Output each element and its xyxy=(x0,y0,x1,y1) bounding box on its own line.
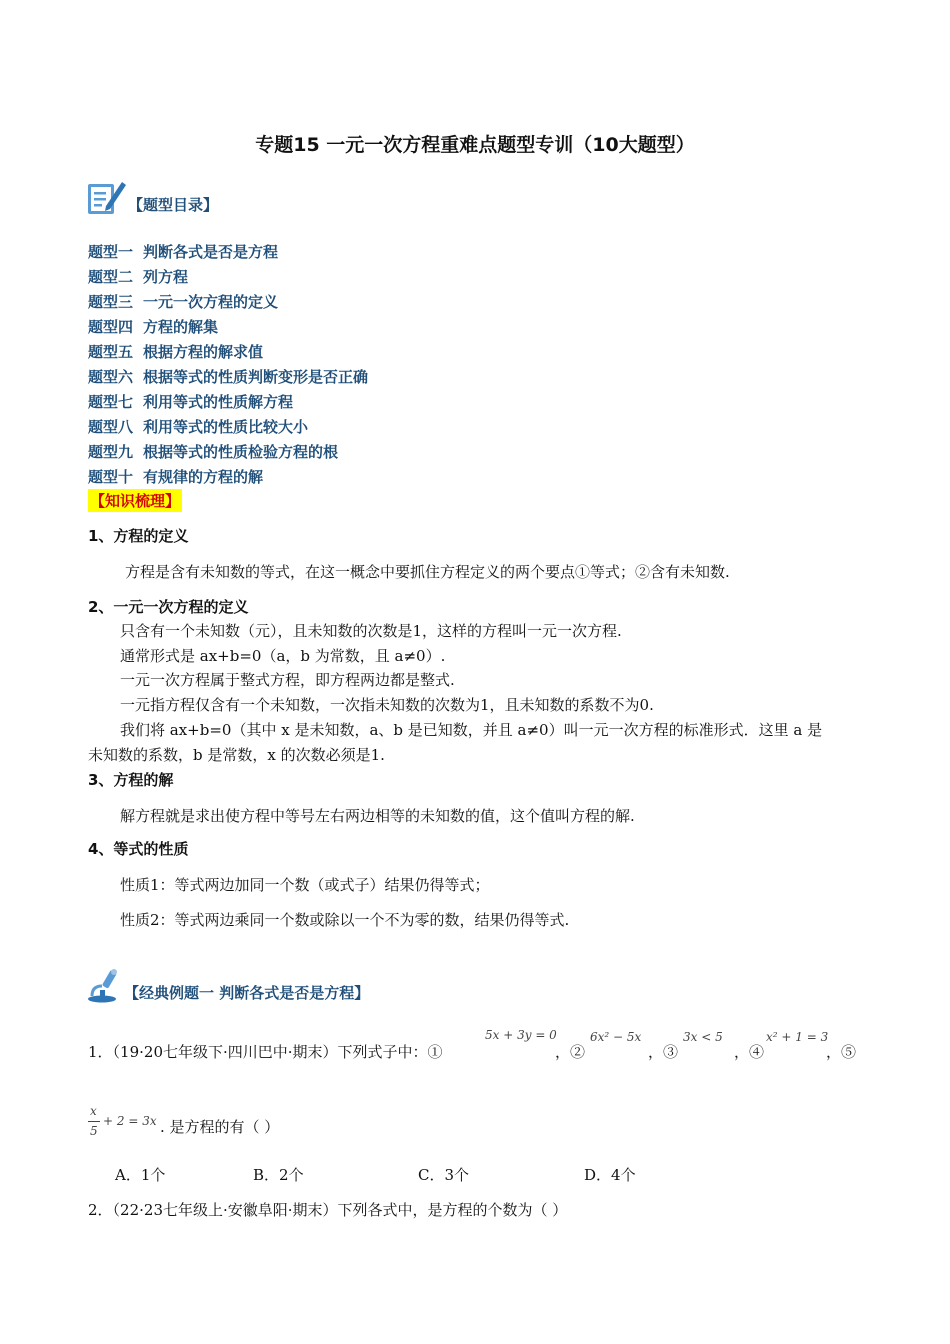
microscope-icon xyxy=(86,966,124,1004)
math-expression: 6x² − 5x xyxy=(590,1030,642,1044)
question-1-marker: ，④ xyxy=(734,1043,765,1061)
paragraph: 方程是含有未知数的等式，在这一概念中要抓住方程定义的两个要点①等式；②含有未知数. xyxy=(125,563,730,581)
toc-item[interactable]: 题型一 判断各式是否是方程 xyxy=(88,243,279,261)
paragraph: 我们将 ax+b=0（其中 x 是未知数，a、b 是已知数，并且 a≠0）叫一元一次方程的标准形式．这里 a 是 xyxy=(120,721,823,739)
paragraph: 通常形式是 ax+b=0（a，b 为常数，且 a≠0）. xyxy=(120,647,446,665)
toc-header: 【题型目录】 xyxy=(128,196,219,214)
toc-item[interactable]: 题型三 一元一次方程的定义 xyxy=(88,293,279,311)
toc-item[interactable]: 题型九 根据等式的性质检验方程的根 xyxy=(88,443,339,461)
option-c[interactable]: C．3个 xyxy=(418,1166,470,1184)
notepad-pencil-icon xyxy=(86,178,128,216)
paragraph: 只含有一个未知数（元），且未知数的次数是1，这样的方程叫一元一次方程. xyxy=(120,622,622,640)
page-title: 专题15 一元一次方程重难点题型专训（10大题型） xyxy=(255,134,695,156)
toc-item[interactable]: 题型四 方程的解集 xyxy=(88,318,219,336)
example-header: 【经典例题一 判断各式是否是方程】 xyxy=(124,984,370,1002)
option-a[interactable]: A．1个 xyxy=(115,1166,166,1184)
math-expression: 5x + 3y = 0 xyxy=(485,1028,557,1042)
paragraph: 性质1：等式两边加同一个数（或式子）结果仍得等式； xyxy=(120,876,490,894)
knowledge-header: 【知识梳理】 xyxy=(88,489,182,512)
toc-item[interactable]: 题型五 根据方程的解求值 xyxy=(88,343,264,361)
section-title: 1、方程的定义 xyxy=(88,527,189,545)
toc-item[interactable]: 题型十 有规律的方程的解 xyxy=(88,468,264,486)
question-2: 2．（22·23七年级上·安徽阜阳·期末）下列各式中，是方程的个数为（ ） xyxy=(88,1201,568,1219)
toc-item[interactable]: 题型六 根据等式的性质判断变形是否正确 xyxy=(88,368,369,386)
math-expression: 3x < 5 xyxy=(683,1030,723,1044)
toc-item[interactable]: 题型八 利用等式的性质比较大小 xyxy=(88,418,309,436)
question-1-marker: ，② xyxy=(555,1043,586,1061)
toc-item[interactable]: 题型二 列方程 xyxy=(88,268,189,286)
option-d[interactable]: D．4个 xyxy=(584,1166,636,1184)
paragraph: 一元一次方程属于整式方程，即方程两边都是整式. xyxy=(120,671,455,689)
paragraph: 一元指方程仅含有一个未知数，一次指未知数的次数为1，且未知数的系数不为0. xyxy=(120,696,654,714)
section-title: 4、等式的性质 xyxy=(88,840,189,858)
paragraph: 性质2：等式两边乘同一个数或除以一个不为零的数，结果仍得等式. xyxy=(120,911,570,929)
math-expression: x² + 1 = 3 xyxy=(766,1030,829,1044)
paragraph: 未知数的系数，b 是常数，x 的次数必须是1. xyxy=(88,746,385,764)
question-1-lead: 1．（19·20七年级下·四川巴中·期末）下列式子中：① xyxy=(88,1043,443,1061)
section-title: 3、方程的解 xyxy=(88,771,174,789)
paragraph: 解方程就是求出使方程中等号左右两边相等的未知数的值，这个值叫方程的解. xyxy=(120,807,635,825)
fraction-expression: x 5 + 2 = 3x xyxy=(90,1104,157,1138)
question-1-tail: . 是方程的有（ ） xyxy=(160,1118,280,1136)
question-1-marker: ，③ xyxy=(648,1043,679,1061)
toc-item[interactable]: 题型七 利用等式的性质解方程 xyxy=(88,393,294,411)
section-title: 2、一元一次方程的定义 xyxy=(88,598,249,616)
option-b[interactable]: B．2个 xyxy=(253,1166,304,1184)
question-1-marker: ，⑤ xyxy=(826,1043,857,1061)
